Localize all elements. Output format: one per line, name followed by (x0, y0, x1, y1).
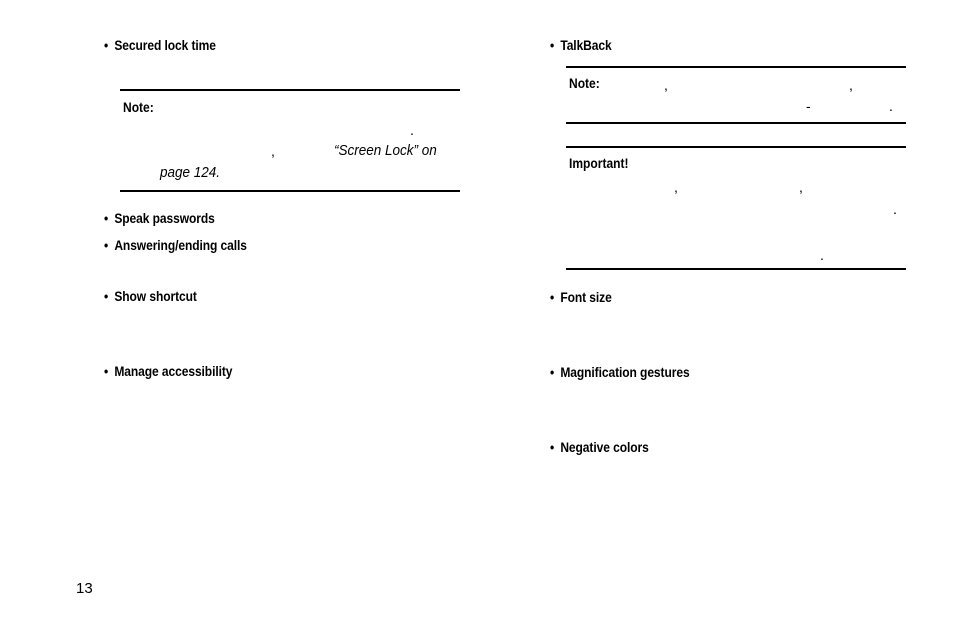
list-item-speak-passwords (104, 209, 215, 227)
item-label: Font size (560, 289, 612, 305)
bullet-glyph: • (104, 237, 109, 253)
list-item-answering-ending-calls (104, 236, 247, 254)
list-item-show-shortcut (104, 287, 197, 305)
talkback-note-period: . (889, 98, 893, 114)
note-bottom-rule (120, 190, 460, 192)
bullet-glyph: • (550, 289, 555, 305)
bullet-glyph: • (550, 439, 555, 455)
note-label: Note: (123, 99, 154, 115)
talkback-note-hyphen: - (806, 98, 811, 114)
list-item-manage-accessibility (104, 362, 232, 380)
talkback-note-label: Note: (569, 75, 600, 91)
bullet-glyph: • (104, 288, 109, 304)
important-bottom-rule (566, 268, 906, 270)
bullet-glyph: • (104, 363, 109, 379)
important-period-2: . (820, 247, 824, 263)
list-item-negative-colors (550, 438, 649, 456)
page-number: 13 (76, 580, 93, 597)
item-label: Show shortcut (114, 288, 197, 304)
important-period-1: . (893, 201, 897, 217)
note-comma: , (271, 143, 275, 159)
item-label: Negative colors (560, 439, 649, 455)
list-item-font-size (550, 288, 612, 306)
item-label: Magnification gestures (560, 364, 690, 380)
talkback-note-bottom-rule (566, 122, 906, 124)
bullet-glyph: • (550, 37, 555, 53)
item-label: Answering/ending calls (114, 237, 247, 253)
important-comma-1: , (674, 179, 678, 195)
talkback-note-comma-1: , (664, 77, 668, 93)
bullet-glyph: • (104, 210, 109, 226)
bullet-glyph: • (550, 364, 555, 380)
important-comma-2: , (799, 179, 803, 195)
important-top-rule (566, 146, 906, 148)
talkback-note-top-rule (566, 66, 906, 68)
item-label: TalkBack (560, 37, 612, 53)
screen-lock-link-page[interactable]: page 124. (160, 164, 221, 181)
item-label: Manage accessibility (114, 363, 233, 379)
note-top-rule (120, 89, 460, 91)
item-label: Secured lock time (114, 37, 216, 53)
list-item-secured-lock-time (104, 36, 216, 54)
screen-lock-link[interactable]: “Screen Lock” on (334, 142, 437, 159)
list-item-magnification-gestures (550, 363, 690, 381)
note-period: . (410, 122, 414, 138)
list-item-talkback (550, 36, 612, 54)
talkback-note-comma-2: , (849, 77, 853, 93)
bullet-glyph: • (104, 37, 109, 53)
item-label: Speak passwords (114, 210, 215, 226)
important-label: Important! (569, 155, 629, 171)
